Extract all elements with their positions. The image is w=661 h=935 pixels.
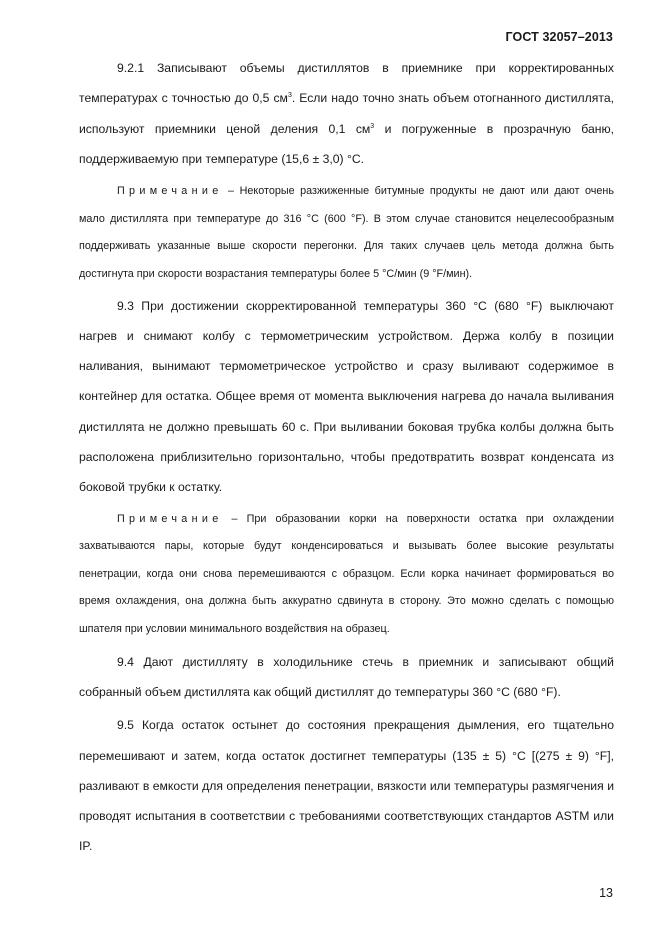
note-2-label: Примечание xyxy=(117,512,223,525)
paragraph-9-2-1-part3: и погруженные в прозрачную баню, поддерживаемую при температуре (15,6 ± 3,0) °С. xyxy=(79,121,614,166)
cubic-superscript-2: 3 xyxy=(370,122,375,130)
note-1-label: Примечание xyxy=(117,185,223,198)
paragraph-9-4: 9.4 Дают дистилляту в холодильнике стечь в приемник и записывают общий собранный объем дистиллята как общий дистиллят до температуры 360 °С (680 °F). xyxy=(79,654,614,699)
note-2-text: – При образовании корки на поверхности остатка при охлаждении захватываются пары, которые будут конденсироваться и вызывать более высокие результаты пенетрации, когда они снова перемешиваются с образцом. Если корка начинает формироваться во время охлаждения, она должна быть аккуратно сдвинута в сторону. Это можно сделать с помощью шпателя при условии минимального воздействия на образец. xyxy=(79,512,614,636)
page-number: 13 xyxy=(599,886,613,900)
note-1 xyxy=(79,178,614,288)
note-1-text: – Некоторые разжиженные битумные продукты не дают или дают очень мало дистиллята при температуре до 316 °С (600 °F). В этом случае становится нецелесообразным поддерживать указанные выше скорости перегонки. Для таких случаев цель метода должна быть достигнута при скорости возрастания температуры более 5 °С/мин (9 °F/мин). xyxy=(79,185,614,280)
paragraph-9-5: 9.5 Когда остаток остынет до состояния прекращения дымления, его тщательно перемешивают и затем, когда остаток достигнет температуры (135 ± 5) °С [(275 ± 9) °F], разливают в емкости для определения пенетрации, вязкости или температуры размягчения и проводят испытания в соответствии с требованиями соответствующих стандартов ASTM или IP. xyxy=(79,718,614,854)
paragraph-9-2-1-part1: 9.2.1 Записывают объемы дистиллятов в приемнике при корректированных температурах с точностью до 0,5 см xyxy=(79,61,614,106)
standard-header: ГОСТ 32057–2013 xyxy=(505,30,613,44)
document-body xyxy=(79,53,614,862)
paragraph-9-2-1 xyxy=(79,53,614,174)
paragraph-9-3: 9.3 При достижении скорректированной температуры 360 °С (680 °F) выключают нагрев и снимают колбу с термометрическим устройством. Держа колбу в позиции наливания, вынимают термометрическое устройство и сразу выливают содержимое в контейнер для остатка. Общее время от момента выключения нагрева до начала выливания дистиллята не должно превышать 60 с. При выливании боковая трубка колбы должна быть расположена приблизительно горизонтально, чтобы предотвратить возврат конденсата из боковой трубки к остатку. xyxy=(79,298,614,495)
note-2 xyxy=(79,506,614,644)
paragraph-9-2-1-part2: . Если надо точно знать объем отогнанного дистиллята, используют приемники ценой деления 0,1 см xyxy=(79,91,614,136)
cubic-superscript-1: 3 xyxy=(287,92,292,100)
